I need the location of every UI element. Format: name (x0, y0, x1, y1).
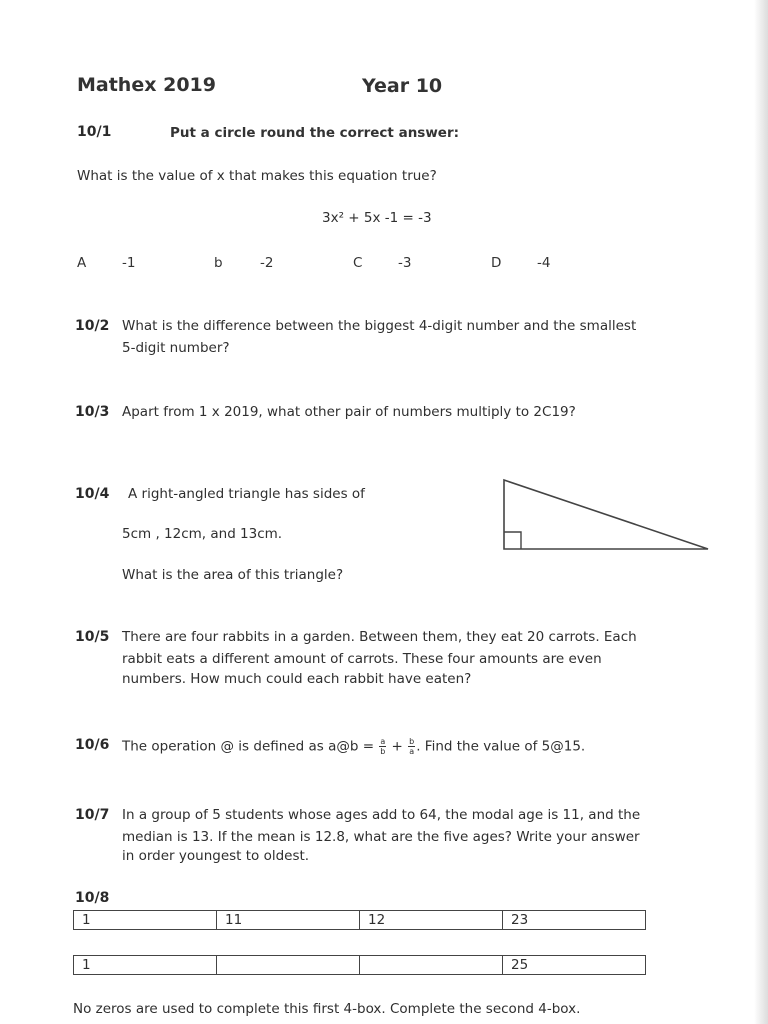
box-2-cell-1: 1 (74, 956, 217, 975)
option-d-value: -4 (537, 255, 551, 271)
fraction-2-denominator: a (409, 747, 415, 756)
scan-edge-shadow (754, 0, 768, 1024)
question-1-equation: 3x² + 5x -1 = -3 (322, 210, 432, 226)
question-number-4: 10/4 (75, 486, 110, 502)
question-number-7: 10/7 (75, 807, 110, 823)
question-8-footer: No zeros are used to complete this first 4-box. Complete the second 4-box. (73, 1001, 581, 1017)
question-4-line-3: What is the area of this triangle? (122, 567, 344, 583)
question-number-3: 10/3 (75, 404, 110, 420)
option-d-letter: D (491, 255, 502, 271)
box-1-cell-1: 1 (74, 911, 217, 930)
fraction-2-numerator: b (409, 737, 415, 746)
option-a-letter: A (77, 255, 87, 271)
question-5-line-1: There are four rabbits in a garden. Between them, they eat 20 carrots. Each (122, 629, 637, 645)
question-7-line-3: in order youngest to oldest. (122, 848, 310, 864)
question-3-text: Apart from 1 x 2019, what other pair of numbers multiply to 2C19? (122, 404, 576, 420)
plus-sign: + (391, 738, 403, 755)
question-number-2: 10/2 (75, 318, 110, 334)
question-number-1: 10/1 (77, 124, 112, 140)
question-7-line-2: median is 13. If the mean is 12.8, what are the five ages? Write your answer (122, 829, 640, 845)
question-number-8: 10/8 (75, 890, 110, 906)
option-b-letter: b (214, 255, 223, 271)
worksheet-title: Mathex 2019 (77, 74, 216, 96)
question-5-line-2: rabbit eats a different amount of carrots. These four amounts are even (122, 651, 602, 667)
question-6-text-after: . Find the value of 5@15. (416, 738, 586, 755)
box-2-cell-3[interactable] (360, 956, 503, 975)
question-6-text-before: The operation @ is defined as a@b = (122, 738, 375, 755)
question-2-line-2: 5-digit number? (122, 340, 230, 356)
option-c-value: -3 (398, 255, 412, 271)
right-triangle-diagram (498, 476, 714, 556)
question-1-text: What is the value of x that makes this equation true? (77, 168, 437, 184)
fraction-1-numerator: a (380, 737, 386, 746)
fraction-1-denominator: b (380, 747, 386, 756)
option-c-letter: C (353, 255, 363, 271)
question-5-line-3: numbers. How much could each rabbit have eaten? (122, 671, 472, 687)
question-number-5: 10/5 (75, 629, 110, 645)
question-4-line-2: 5cm , 12cm, and 13cm. (122, 526, 283, 542)
question-7-line-1: In a group of 5 students whose ages add to 64, the modal age is 11, and the (122, 807, 641, 823)
question-6-text (122, 737, 585, 756)
box-1-cell-3: 12 (360, 911, 503, 930)
question-4-line-1: A right-angled triangle has sides of (128, 486, 365, 502)
right-angle-marker (504, 532, 521, 549)
question-number-6: 10/6 (75, 737, 110, 753)
box-1-cell-2: 11 (217, 911, 360, 930)
box-2-cell-4: 25 (503, 956, 646, 975)
four-box-2 (73, 955, 646, 975)
four-box-1 (73, 910, 646, 930)
question-1-instruction: Put a circle round the correct answer: (170, 125, 460, 141)
question-2-line-1: What is the difference between the biggest 4-digit number and the smallest (122, 318, 637, 334)
triangle-outline (504, 480, 708, 549)
box-1-cell-4: 23 (503, 911, 646, 930)
box-2-cell-2[interactable] (217, 956, 360, 975)
fraction-b-over-a (408, 737, 415, 756)
year-label: Year 10 (362, 75, 443, 97)
option-b-value: -2 (260, 255, 274, 271)
option-a-value: -1 (122, 255, 136, 271)
fraction-a-over-b (379, 737, 386, 756)
